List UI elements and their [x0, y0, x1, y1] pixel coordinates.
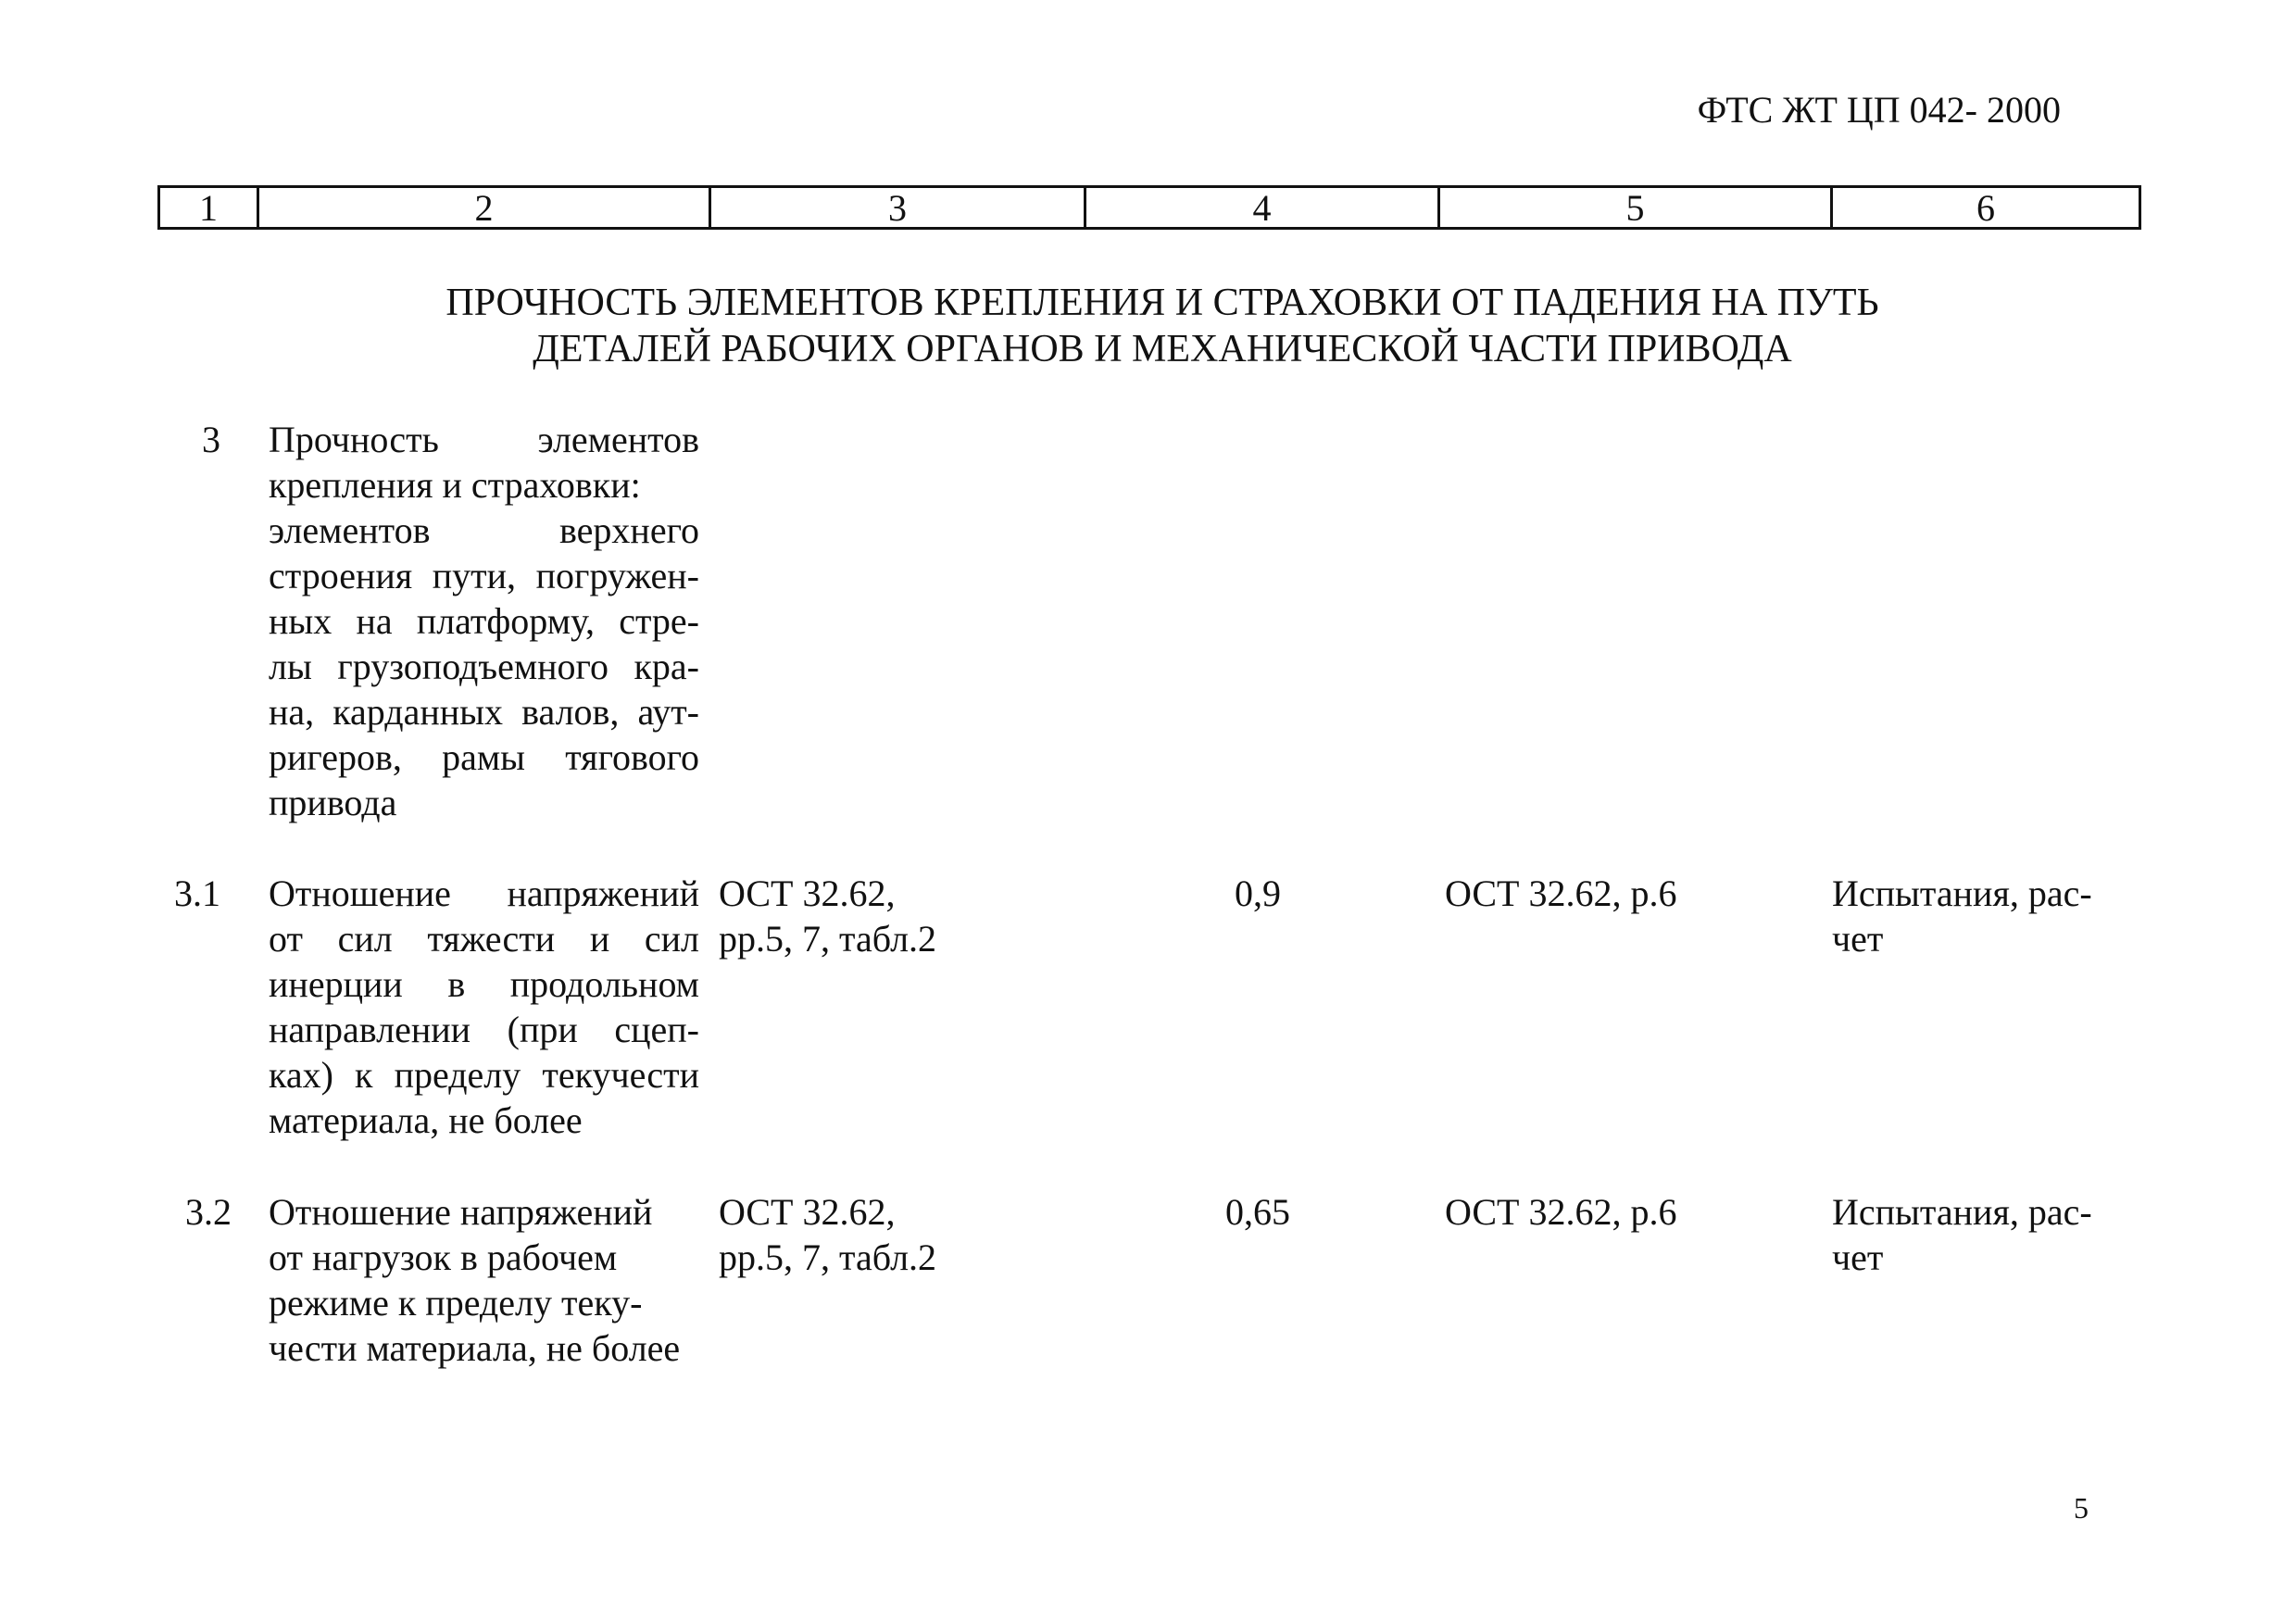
document-code: ФТС ЖТ ЦП 042- 2000	[1697, 89, 2061, 131]
description-line: режиме к пределу теку-	[269, 1282, 643, 1324]
description-line: Отношение напряжений	[269, 872, 699, 914]
row-description	[269, 871, 699, 1143]
row-reference: ОСТ 32.62, р.6	[1445, 872, 1677, 914]
method-line: чет	[1832, 918, 1884, 960]
description-line: от нагрузок в рабочем	[269, 1236, 618, 1278]
section-title-line-2: ДЕТАЛЕЙ РАБОЧИХ ОРГАНОВ И МЕХАНИЧЕСКОЙ ЧАСТИ ПРИВОДА	[533, 328, 1792, 370]
section-title-line-1: ПРОЧНОСТЬ ЭЛЕМЕНТОВ КРЕПЛЕНИЯ И СТРАХОВКИ ОТ ПАДЕНИЯ НА ПУТЬ	[445, 282, 1879, 324]
description-line: чести материала, не более	[269, 1327, 681, 1369]
method-line: Испытания, рас-	[1832, 1191, 2092, 1233]
row-reference: ОСТ 32.62, р.6	[1445, 1191, 1677, 1233]
row-number: 3.1	[174, 872, 220, 914]
standard-line: ОСТ 32.62,	[719, 1191, 896, 1233]
column-number-2: 2	[474, 186, 494, 229]
description-line: инерции в продольном	[269, 963, 699, 1005]
row-standard	[719, 871, 1015, 961]
column-number-5: 5	[1625, 186, 1645, 229]
description-line: ных на платформу, стре-	[269, 600, 699, 642]
method-line: Испытания, рас-	[1832, 872, 2092, 914]
description-line: ригеров, рамы тягового	[269, 736, 699, 778]
description-line: Прочность элементов	[269, 419, 699, 460]
standard-line: рр.5, 7, табл.2	[719, 918, 937, 960]
standard-line: рр.5, 7, табл.2	[719, 1236, 937, 1278]
row-value: 0,9	[1235, 872, 1281, 914]
column-number-3: 3	[888, 186, 907, 229]
column-number-6: 6	[1976, 186, 1995, 229]
description-line: от сил тяжести и сил	[269, 918, 699, 960]
row-method	[1832, 1189, 2138, 1280]
row-method	[1832, 871, 2138, 961]
description-line: материала, не более	[269, 1099, 583, 1141]
row-number: 3.2	[185, 1191, 232, 1233]
row-value: 0,65	[1225, 1191, 1290, 1233]
description-line: на, карданных валов, аут-	[269, 691, 699, 733]
description-line: крепления и страховки:	[269, 464, 641, 506]
description-line: лы грузоподъемного кра-	[269, 646, 699, 687]
standard-line: ОСТ 32.62,	[719, 872, 896, 914]
method-line: чет	[1832, 1236, 1884, 1278]
description-line: привода	[269, 782, 397, 823]
description-line: ках) к пределу текучести	[269, 1054, 699, 1096]
description-line: Отношение напряжений	[269, 1191, 653, 1233]
description-line: направлении (при сцеп-	[269, 1009, 699, 1050]
description-line: элементов верхнего	[269, 509, 699, 551]
column-number-header	[157, 185, 2141, 230]
row-description	[269, 1189, 699, 1371]
column-number-1: 1	[199, 186, 218, 229]
row-standard	[719, 1189, 1015, 1280]
row-number: 3	[202, 419, 220, 460]
description-line: строения пути, погружен-	[269, 555, 699, 596]
column-number-4: 4	[1252, 186, 1272, 229]
page-number: 5	[2074, 1491, 2089, 1525]
row-description	[269, 417, 699, 825]
